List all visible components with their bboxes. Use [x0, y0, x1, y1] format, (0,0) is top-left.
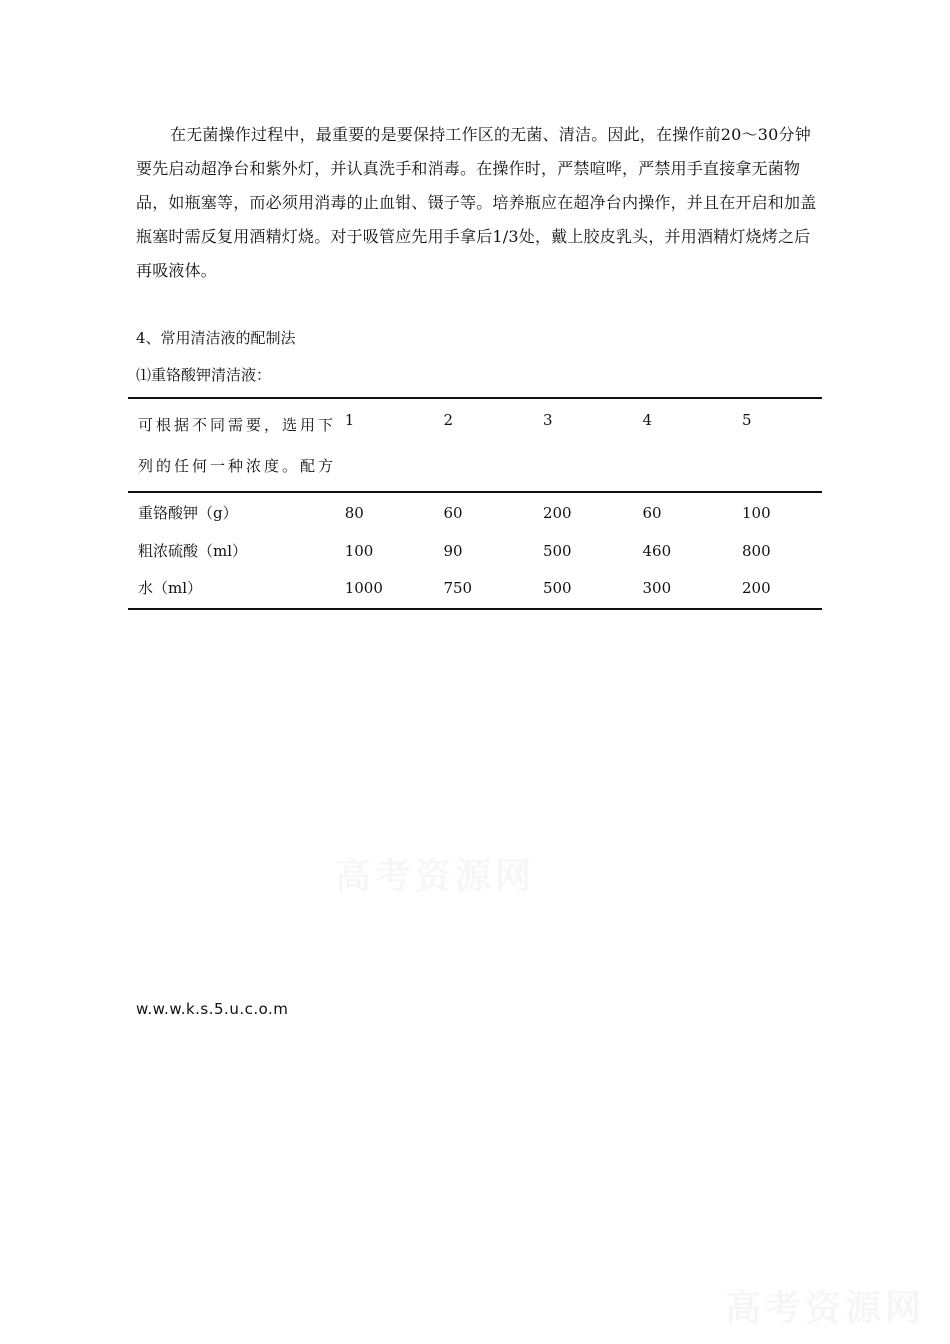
watermark-center: [335, 848, 535, 899]
table-cell: 200: [542, 504, 572, 522]
table-row: [128, 533, 822, 571]
subsection-heading-1: ⑴重铬酸钾清洁液：: [136, 366, 272, 384]
table-cell: 100: [742, 504, 771, 522]
column-header: 5: [742, 411, 752, 429]
cleaning-solution-table: [128, 397, 822, 610]
row-label: 重铬酸钾（g）: [138, 504, 238, 522]
footer-url[interactable]: w.w.w.k.s.5.u.c.o.m: [136, 1000, 289, 1018]
table-cell: 460: [642, 541, 672, 560]
table-header-row: [128, 398, 822, 492]
section-heading-4: 4、常用清洁液的配制法: [136, 329, 296, 347]
body-paragraph: 在无菌操作过程中，最重要的是要保持工作区的无菌、清洁。因此，在操作前20～30分钟要先启动超净台和紫外灯，并认真洗手和消毒。在操作时，严禁喧哗，严禁用手直接拿无菌物品，如瓶塞等，而必须用消毒的止血钳、镊子等。培养瓶应在超净台内操作，并且在开启和加盖瓶塞时需反复用酒精灯烧。对于吸管应先用手拿后1/3处，戴上胶皮乳头，并用酒精灯烧烤之后再吸液体。: [136, 125, 817, 280]
table-row: [128, 492, 822, 533]
table-cell: 500: [542, 541, 572, 560]
column-header: 2: [443, 411, 453, 429]
table-cell: 800: [742, 541, 771, 560]
row-label: 粗浓硫酸（ml）: [138, 541, 248, 560]
table-cell: 60: [443, 504, 463, 522]
table-cell: 500: [542, 579, 572, 597]
watermark-corner: [725, 1280, 925, 1331]
table-cell: 1000: [344, 579, 383, 597]
table-cell: 80: [344, 504, 364, 522]
table-cell: 100: [344, 541, 374, 560]
table-cell: 60: [642, 504, 662, 522]
table-row: [128, 570, 822, 609]
column-header: 4: [642, 411, 653, 429]
column-header: 1: [344, 411, 355, 429]
table-cell: 750: [443, 579, 473, 597]
table-cell: 300: [642, 579, 672, 597]
table-cell: 90: [443, 541, 463, 560]
row-label: 水（ml）: [138, 579, 203, 597]
column-header: 3: [542, 411, 553, 429]
table-cell: 200: [742, 579, 771, 597]
table-header-description: 可根据不同需要，选用下列的任何一种浓度。配方: [138, 416, 337, 475]
